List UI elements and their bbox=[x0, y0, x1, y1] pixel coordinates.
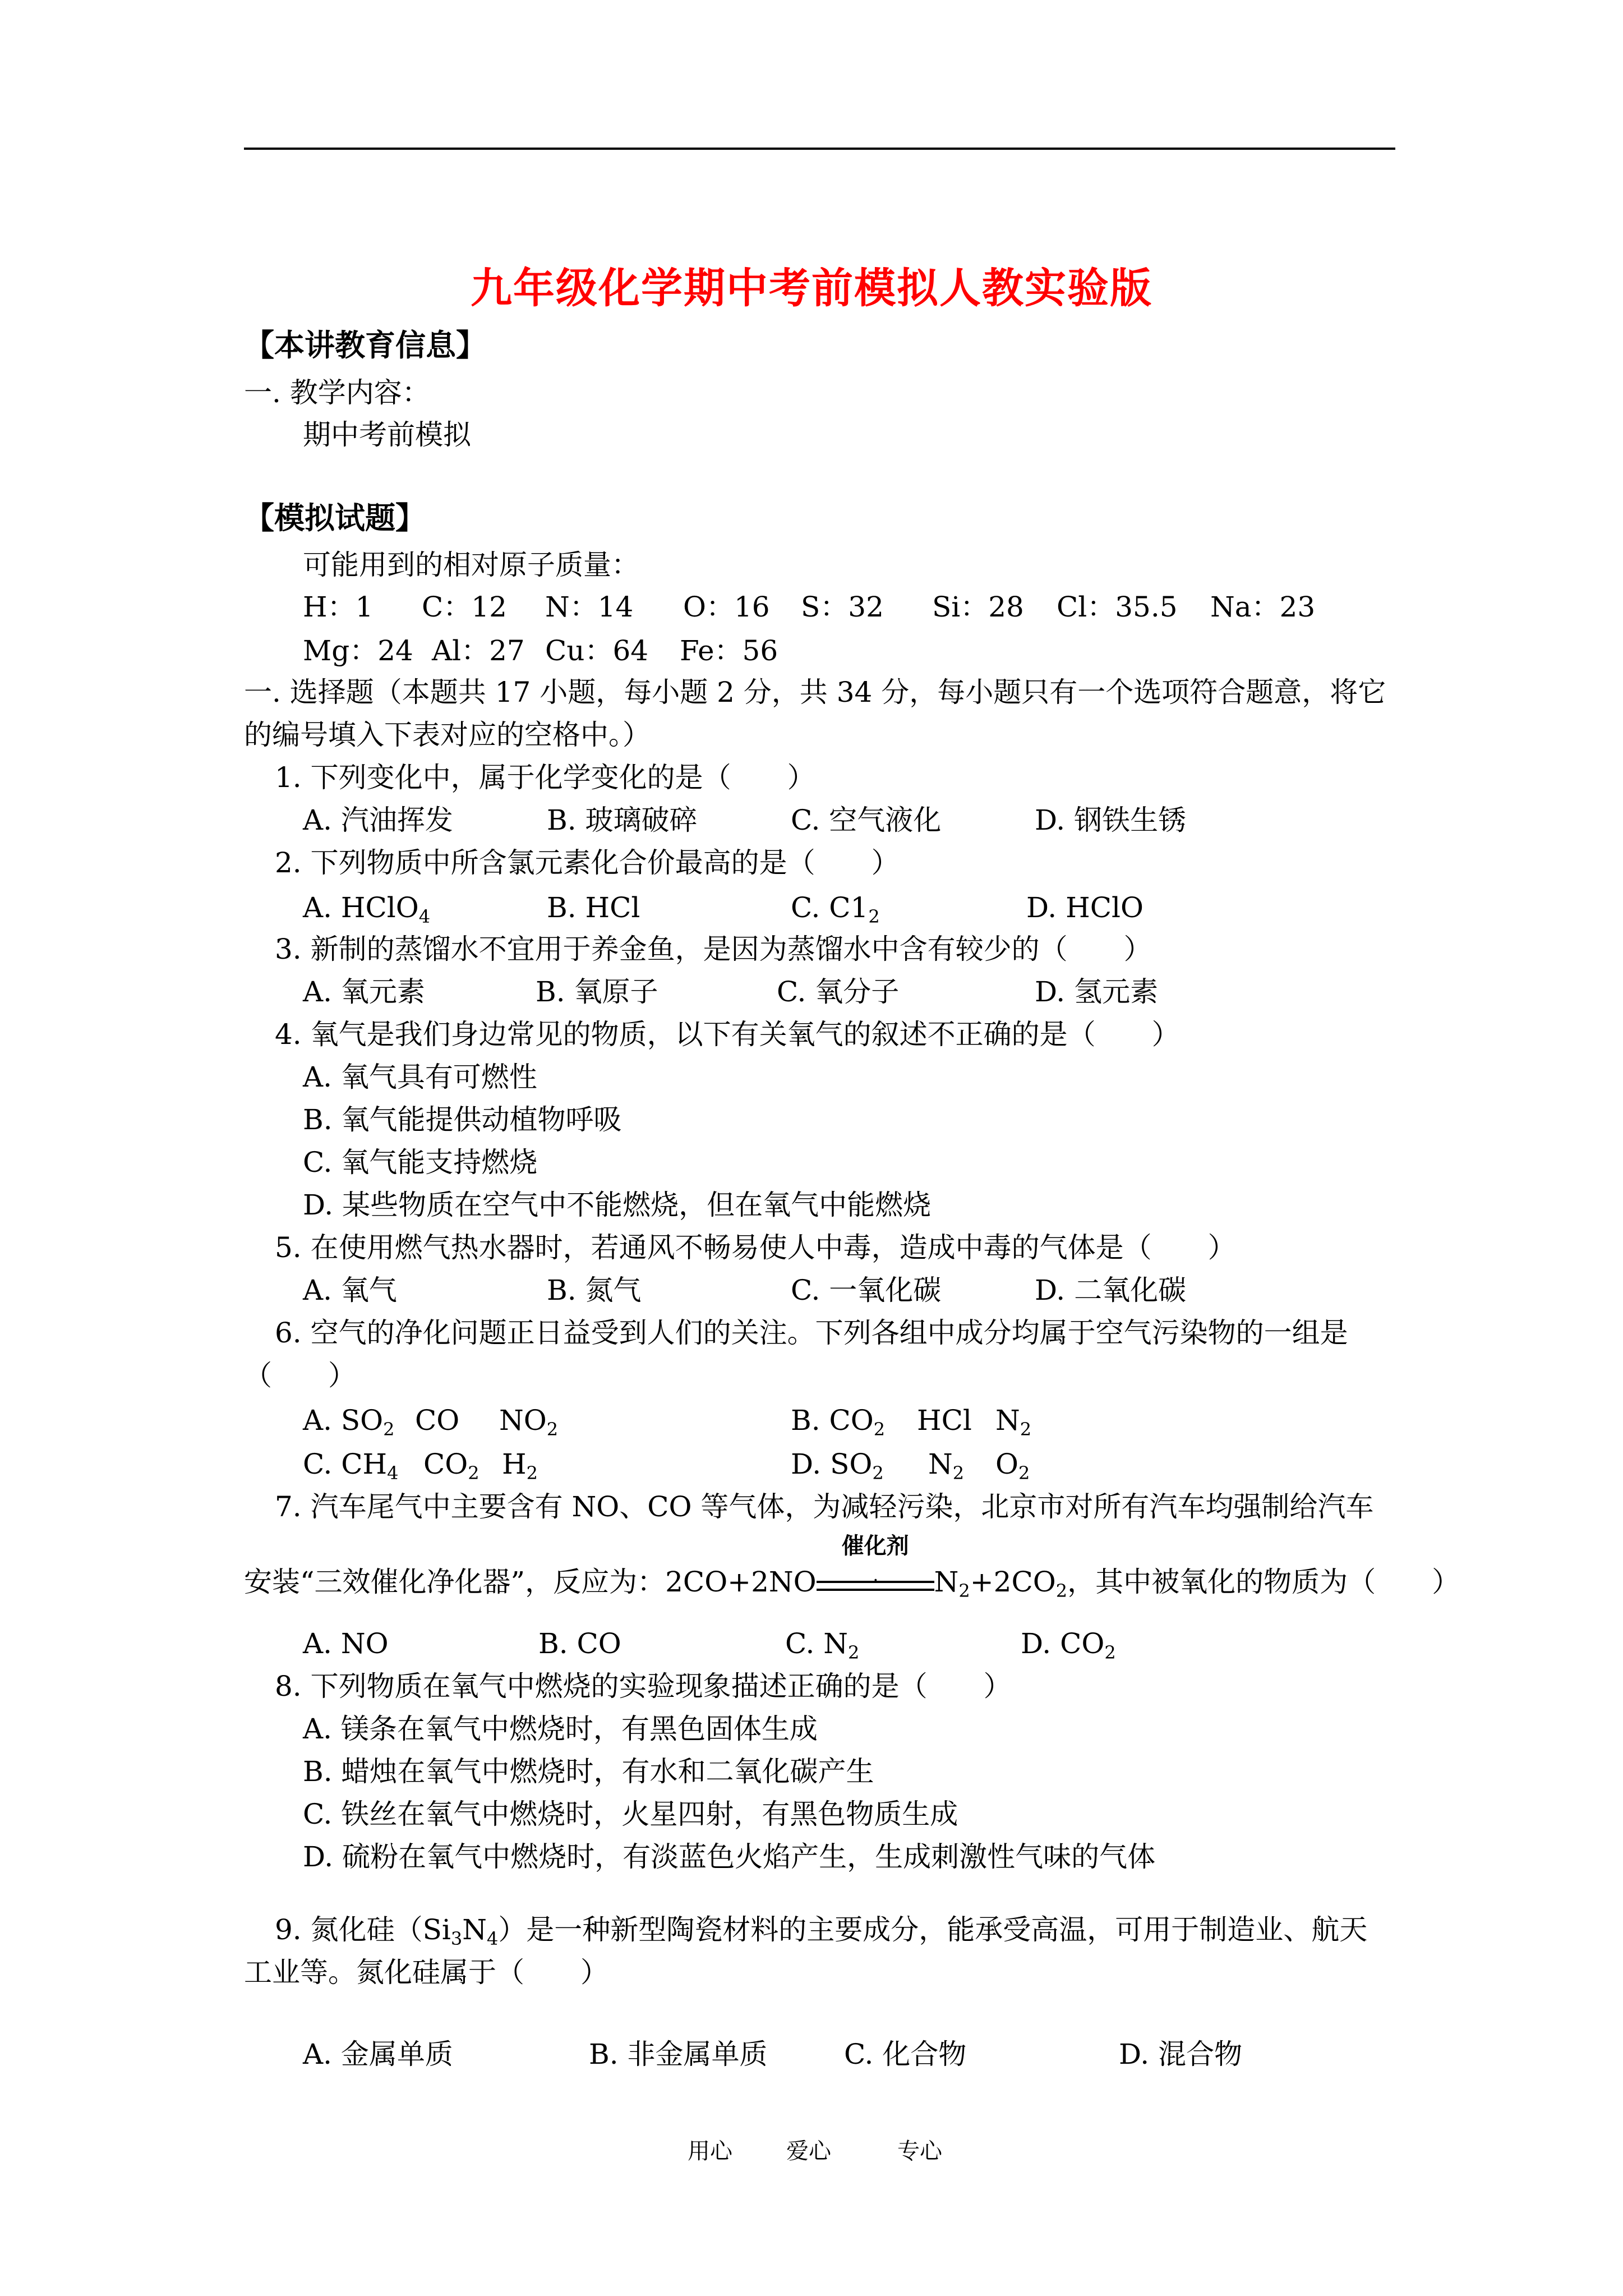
question-2-option-a: A. HClO$_4$ bbox=[303, 891, 431, 927]
question-2-option-d: D. HClO bbox=[1026, 891, 1144, 924]
question-5-option-a: A. 氧气 bbox=[303, 1274, 397, 1306]
question-9-stem-line-2: 工业等。氮化硅属于（ ） bbox=[244, 1956, 608, 1989]
question-8-option-a: A. 镁条在氧气中燃烧时，有黑色固体生成 bbox=[303, 1713, 818, 1745]
question-7-option-b: B. CO bbox=[538, 1627, 621, 1660]
atomic-mass: O：16 bbox=[683, 591, 770, 623]
question-7-stem-line-2: 安装“三效催化净化器”，反应为：2CO+2NO 催化剂 · $N_2+2CO_2$，其中被氧化的物质为（ ） bbox=[244, 1565, 1460, 1601]
question-5-option-b: B. 氮气 bbox=[547, 1274, 642, 1306]
question-7-stem-line-1: 7. 汽车尾气中主要含有 NO、CO 等气体，为减轻污染，北京市对所有汽车均强制给汽车 bbox=[275, 1490, 1374, 1523]
catalyst-arrow: 催化剂 · bbox=[817, 1567, 934, 1601]
question-3-stem: 3. 新制的蒸馏水不宜用于养金鱼，是因为蒸馏水中含有较少的（ ） bbox=[275, 933, 1152, 965]
question-9-option-a: A. 金属单质 bbox=[303, 2038, 453, 2070]
footer-text: 爱心 bbox=[786, 2138, 831, 2164]
atomic-mass: N：14 bbox=[545, 591, 634, 623]
question-4-option-a: A. 氧气具有可燃性 bbox=[303, 1061, 537, 1093]
question-2-stem: 2. 下列物质中所含氯元素化合价最高的是（ ） bbox=[275, 846, 900, 879]
footer-text: 专心 bbox=[897, 2138, 942, 2164]
question-9-option-c: C. 化合物 bbox=[844, 2038, 967, 2070]
question-2-option-b: B. HCl bbox=[547, 891, 640, 924]
question-8-option-c: C. 铁丝在氧气中燃烧时，火星四射，有黑色物质生成 bbox=[303, 1798, 958, 1830]
question-7-option-c: C. $N_2$ bbox=[785, 1627, 860, 1663]
atomic-mass-intro: 可能用到的相对原子质量： bbox=[303, 549, 639, 581]
question-4-option-b: B. 氧气能提供动植物呼吸 bbox=[303, 1103, 622, 1136]
teaching-content-label: 一. 教学内容： bbox=[244, 376, 430, 409]
question-4-option-c: C. 氧气能支持燃烧 bbox=[303, 1146, 538, 1179]
question-4-stem: 4. 氧气是我们身边常见的物质，以下有关氧气的叙述不正确的是（ ） bbox=[275, 1018, 1180, 1051]
question-6-stem-line-1: 6. 空气的净化问题正日益受到人们的关注。下列各组中成分均属于空气污染物的一组是 bbox=[275, 1317, 1348, 1349]
question-5-option-d: D. 二氧化碳 bbox=[1035, 1274, 1187, 1306]
question-9-option-b: B. 非金属单质 bbox=[589, 2038, 768, 2070]
header-rule bbox=[244, 148, 1395, 150]
question-7-option-d: D. $CO_2$ bbox=[1021, 1627, 1116, 1663]
question-6-stem-line-2: （ ） bbox=[244, 1359, 356, 1392]
atomic-mass: Na：23 bbox=[1210, 591, 1316, 623]
atomic-mass: Mg：24 bbox=[303, 634, 413, 667]
atomic-mass: C：12 bbox=[422, 591, 507, 623]
section-heading-exam: 【模拟试题】 bbox=[244, 500, 426, 536]
atomic-mass: Cl：35.5 bbox=[1057, 591, 1178, 623]
question-8-option-b: B. 蜡烛在氧气中燃烧时，有水和二氧化碳产生 bbox=[303, 1755, 874, 1788]
atomic-mass: Si：28 bbox=[932, 591, 1024, 623]
footer-text: 用心 bbox=[688, 2138, 732, 2164]
question-1-option-d: D. 钢铁生锈 bbox=[1035, 804, 1187, 836]
teaching-content-text: 期中考前模拟 bbox=[303, 418, 471, 451]
question-1-option-b: B. 玻璃破碎 bbox=[547, 804, 698, 836]
question-2-option-c: C. $C1_2$ bbox=[791, 891, 880, 927]
question-1-option-c: C. 空气液化 bbox=[791, 804, 942, 836]
question-9-stem-line-1: 9. 氮化硅$(Si_3N_4)$是一种新型陶瓷材料的主要成分，能承受高温，可用于制造业、航天 bbox=[275, 1913, 1368, 1949]
instructions-line-1: 一. 选择题（本题共 17 小题，每小题 2 分，共 34 分，每小题只有一个选项符合题意，将它 bbox=[244, 676, 1386, 708]
question-9-option-d: D. 混合物 bbox=[1119, 2038, 1243, 2070]
question-4-option-d: D. 某些物质在空气中不能燃烧，但在氧气中能燃烧 bbox=[303, 1189, 932, 1221]
section-heading-info: 【本讲教育信息】 bbox=[244, 327, 486, 363]
page-title: 九年级化学期中考前模拟人教实验版 bbox=[471, 264, 1152, 312]
question-7-option-a: A. NO bbox=[303, 1627, 389, 1660]
instructions-line-2: 的编号填入下表对应的空格中。） bbox=[244, 719, 651, 751]
question-8-option-d: D. 硫粉在氧气中燃烧时，有淡蓝色火焰产生，生成刺激性气味的气体 bbox=[303, 1841, 1156, 1873]
atomic-mass: Cu：64 bbox=[545, 634, 649, 667]
question-3-option-a: A. 氧元素 bbox=[303, 976, 425, 1008]
question-3-option-c: C. 氧分子 bbox=[777, 976, 900, 1008]
atomic-mass: S：32 bbox=[801, 591, 884, 623]
question-8-stem: 8. 下列物质在氧气中燃烧的实验现象描述正确的是（ ） bbox=[275, 1670, 1012, 1703]
question-5-stem: 5. 在使用燃气热水器时，若通风不畅易使人中毒，造成中毒的气体是（ ） bbox=[275, 1231, 1236, 1264]
question-5-option-c: C. 一氧化碳 bbox=[791, 1274, 942, 1306]
question-3-option-d: D. 氢元素 bbox=[1035, 976, 1159, 1008]
atomic-mass: Al：27 bbox=[432, 634, 525, 667]
catalyst-label: 催化剂 bbox=[841, 1533, 909, 1559]
question-1-option-a: A. 汽油挥发 bbox=[303, 804, 453, 836]
atomic-mass: Fe：56 bbox=[680, 634, 778, 667]
atomic-mass: H：1 bbox=[303, 591, 374, 623]
question-1-stem: 1. 下列变化中，属于化学变化的是（ ） bbox=[275, 761, 815, 794]
question-3-option-b: B. 氧原子 bbox=[536, 976, 658, 1008]
